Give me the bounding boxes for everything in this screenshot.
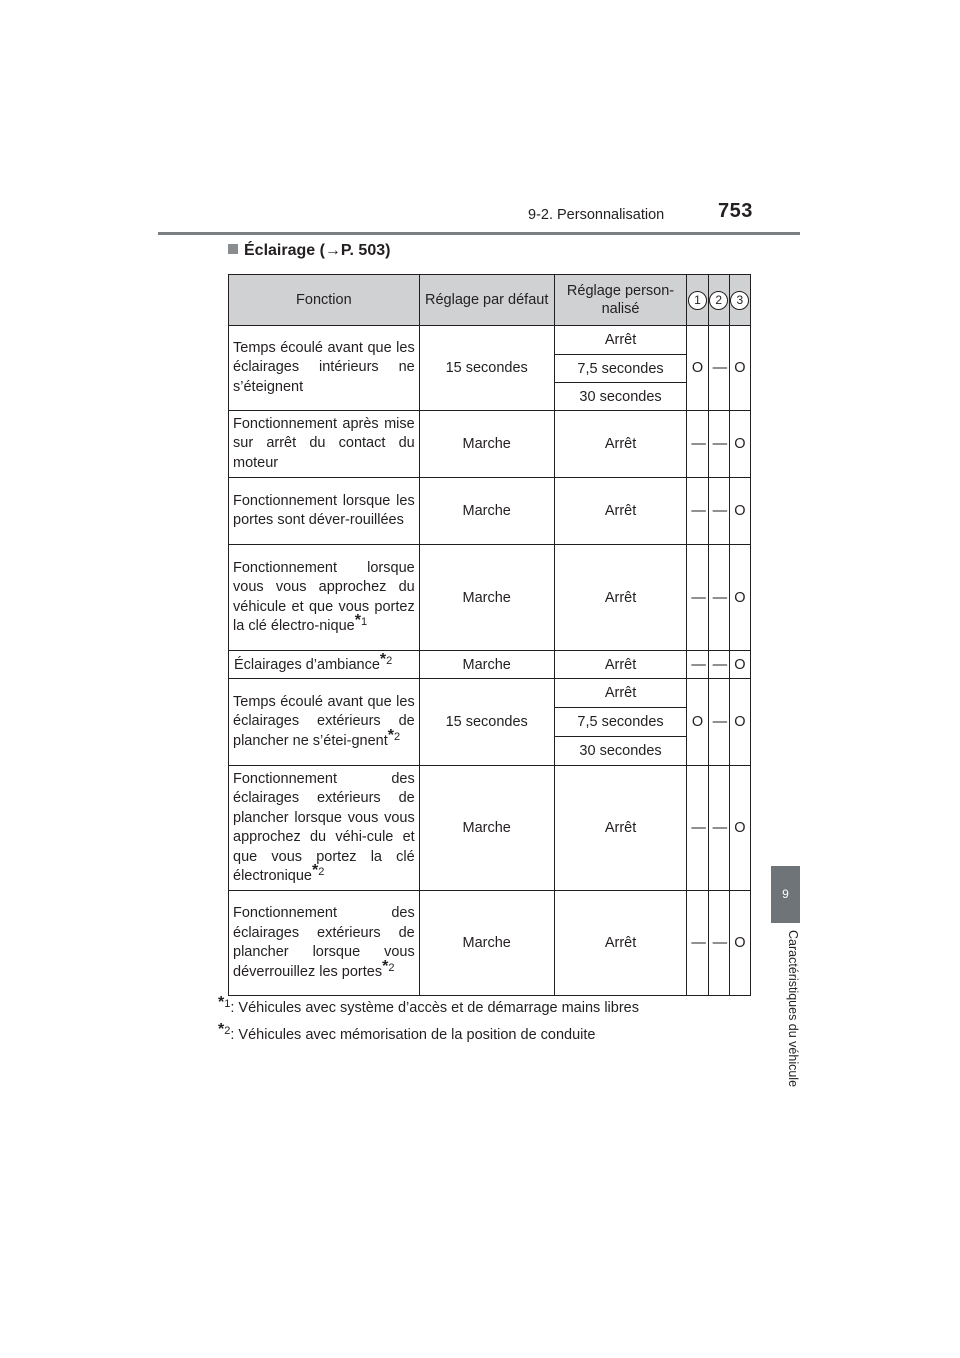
table-row (229, 545, 751, 651)
header-col-3 (729, 275, 750, 326)
footnote-ref-number: 2 (394, 730, 401, 743)
function-cell (229, 651, 420, 679)
footnote-ref (379, 650, 393, 668)
compat-2-cell: — (708, 326, 729, 411)
chapter-title: Caractéristiques du véhicule (786, 930, 800, 1088)
function-text: Fonctionnement lorsque vous vous approchez du véhicule et que vous portez la clé électro-nique (233, 559, 415, 634)
asterisk-icon: * (312, 862, 319, 879)
header-default: Réglage par défaut (419, 275, 554, 326)
header-custom: Réglage person-nalisé (554, 275, 687, 326)
footnote-mark: 2 (224, 1025, 231, 1037)
footnote-ref (312, 862, 325, 879)
compat-3-cell: O (729, 545, 750, 651)
footnote-ref-number: 2 (388, 961, 395, 974)
custom-option-cell: 7,5 secondes (554, 355, 687, 383)
compat-2-cell: — (708, 679, 729, 766)
table-row (229, 411, 751, 478)
custom-option-cell: 30 secondes (554, 383, 687, 411)
asterisk-icon: * (387, 726, 395, 744)
asterisk-icon: * (382, 957, 389, 975)
compat-1-cell: — (687, 411, 708, 478)
compat-2-cell: — (708, 545, 729, 651)
compat-1-cell: — (687, 891, 708, 996)
function-text: Temps écoulé avant que les éclairages extérieurs de plancher ne s’étei-gnent (233, 693, 415, 749)
circled-number-2-icon: 2 (709, 291, 728, 310)
custom-option-cell: 30 secondes (554, 737, 687, 766)
custom-option-cell: 7,5 secondes (554, 708, 687, 737)
compat-3-cell: O (729, 766, 750, 891)
footnote-ref-number: 1 (360, 616, 368, 628)
table-row (229, 766, 751, 891)
footnote-ref-number: 2 (318, 866, 325, 878)
compat-2-cell: — (708, 411, 729, 478)
header-col-1 (687, 275, 708, 326)
page-number: 753 (718, 200, 753, 222)
footnote-text: : Véhicules avec système d’accès et de démarrage mains libres (230, 1000, 639, 1016)
compat-1-cell: O (687, 326, 708, 411)
function-text: Éclairages d’ambiance (234, 656, 380, 673)
default-cell: Marche (419, 766, 554, 891)
table-row (229, 326, 751, 355)
compat-1-cell: — (687, 766, 708, 891)
compat-1-cell: — (687, 545, 708, 651)
custom-cell: Arrêt (554, 411, 687, 478)
compat-2-cell: — (708, 478, 729, 545)
table-row (229, 891, 751, 996)
custom-cell: Arrêt (554, 766, 687, 891)
settings-table (228, 274, 751, 996)
custom-cell: Arrêt (554, 891, 687, 996)
default-cell: Marche (419, 545, 554, 651)
function-text: Fonctionnement des éclairages extérieurs de plancher lorsque vous déverrouillez les portes (233, 905, 415, 980)
default-cell: 15 secondes (419, 679, 554, 766)
asterisk-icon: * (218, 1021, 225, 1038)
function-cell: Fonctionnement après mise sur arrêt du contact du moteur (229, 411, 420, 478)
circled-number-1-icon: 1 (688, 291, 707, 310)
footnote-ref-number: 2 (386, 654, 393, 667)
function-text: Fonctionnement des éclairages extérieurs de plancher lorsque vous vous approchez du véhi-cule et que vous portez la clé électronique (233, 770, 415, 884)
footnote-mark: 1 (224, 998, 231, 1010)
compat-3-cell: O (729, 326, 750, 411)
default-cell: Marche (419, 478, 554, 545)
square-bullet-icon (228, 244, 238, 254)
footnote-ref (354, 612, 368, 629)
function-cell (229, 891, 420, 996)
compat-3-cell: O (729, 651, 750, 679)
compat-3-cell: O (729, 891, 750, 996)
compat-2-cell: — (708, 891, 729, 996)
circled-number-3-icon: 3 (730, 291, 749, 310)
footnote-ref (382, 957, 395, 975)
compat-2-cell: — (708, 651, 729, 679)
custom-option-cell: Arrêt (554, 326, 687, 355)
compat-1-cell: — (687, 478, 708, 545)
footnote-2 (218, 1021, 596, 1043)
chapter-tab (771, 866, 800, 923)
header-col-2 (708, 275, 729, 326)
custom-cell: Arrêt (554, 651, 687, 679)
section-heading-text: Éclairage (→P. 503) (244, 242, 391, 259)
compat-3-cell: O (729, 411, 750, 478)
compat-1-cell: — (687, 651, 708, 679)
header-function: Fonction (229, 275, 420, 326)
compat-2-cell: — (708, 766, 729, 891)
default-cell: Marche (419, 891, 554, 996)
footnote-ref (387, 726, 401, 744)
default-cell: Marche (419, 411, 554, 478)
asterisk-icon: * (354, 612, 361, 629)
table-row (229, 679, 751, 708)
function-cell: Fonctionnement lorsque les portes sont déver-rouillées (229, 478, 420, 545)
asterisk-icon: * (218, 994, 225, 1011)
header-divider (158, 232, 800, 235)
default-cell: Marche (419, 651, 554, 679)
compat-3-cell: O (729, 478, 750, 545)
custom-cell: Arrêt (554, 545, 687, 651)
table-header-row (229, 275, 751, 326)
section-heading (228, 242, 390, 260)
compat-1-cell: O (687, 679, 708, 766)
footnote-text: : Véhicules avec mémorisation de la position de conduite (230, 1027, 596, 1043)
running-header-section: 9-2. Personnalisation (528, 207, 665, 223)
default-cell: 15 secondes (419, 326, 554, 411)
function-cell: Temps écoulé avant que les éclairages intérieurs ne s’éteignent (229, 326, 420, 411)
footnote-1 (218, 994, 639, 1016)
chapter-number: 9 (782, 887, 789, 901)
function-cell (229, 766, 420, 891)
compat-3-cell: O (729, 679, 750, 766)
function-cell (229, 679, 420, 766)
custom-option-cell: Arrêt (554, 679, 687, 708)
custom-cell: Arrêt (554, 478, 687, 545)
table-row (229, 478, 751, 545)
table-row (229, 651, 751, 679)
function-cell (229, 545, 420, 651)
asterisk-icon: * (379, 650, 387, 668)
